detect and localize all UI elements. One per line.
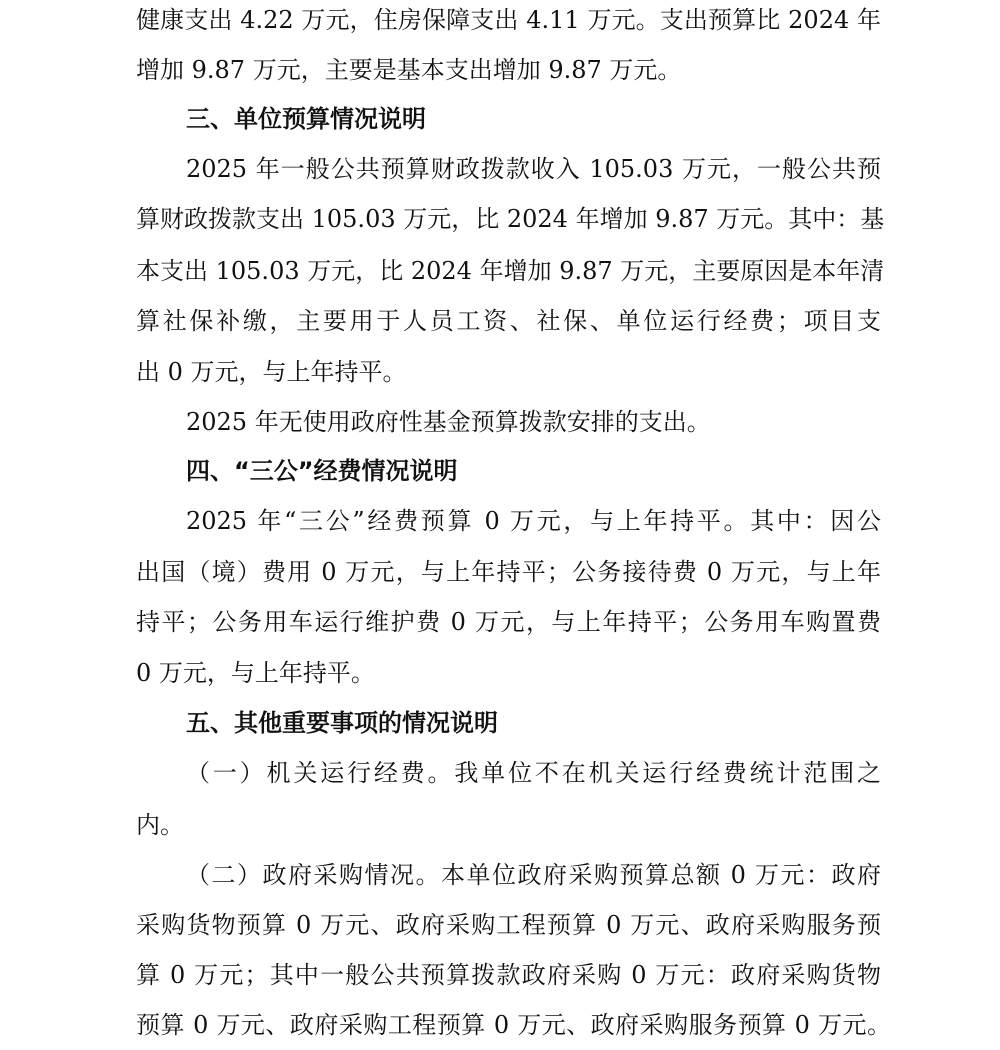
body-line: 本支出 105.03 万元，比 2024 年增加 9.87 万元，主要原因是本年清 (136, 257, 885, 285)
section-heading-3: 三、单位预算情况说明 (186, 105, 426, 133)
body-line: 增加 9.87 万元，主要是基本支出增加 9.87 万元。 (136, 56, 682, 84)
body-line: 内。 (136, 811, 184, 839)
body-line: 出 0 万元，与上年持平。 (136, 358, 407, 386)
body-line: 算财政拨款支出 105.03 万元，比 2024 年增加 9.87 万元。其中：基 (136, 205, 885, 233)
body-line: （一）机关运行经费。我单位不在机关运行经费统计范围之 (186, 759, 881, 787)
body-line: 出国（境）费用 0 万元，与上年持平；公务接待费 0 万元，与上年 (136, 558, 881, 586)
body-line: 2025 年“三公”经费预算 0 万元，与上年持平。其中：因公 (186, 507, 881, 535)
body-line: 采购货物预算 0 万元、政府采购工程预算 0 万元、政府采购服务预 (136, 911, 881, 939)
body-line: 2025 年一般公共预算财政拨款收入 105.03 万元，一般公共预 (186, 155, 881, 183)
body-line: 预算 0 万元、政府采购工程预算 0 万元、政府采购服务预算 0 万元。 (136, 1011, 891, 1039)
body-line: 健康支出 4.22 万元，住房保障支出 4.11 万元。支出预算比 2024 年 (136, 6, 881, 34)
body-line: 持平；公务用车运行维护费 0 万元，与上年持平；公务用车购置费 (136, 608, 881, 636)
body-line: 0 万元，与上年持平。 (136, 659, 375, 687)
body-line: 算 0 万元；其中一般公共预算拨款政府采购 0 万元：政府采购货物 (136, 961, 881, 989)
body-line: 算社保补缴，主要用于人员工资、社保、单位运行经费；项目支 (136, 307, 881, 335)
section-heading-5: 五、其他重要事项的情况说明 (186, 709, 498, 737)
section-heading-4: 四、“三公”经费情况说明 (186, 457, 458, 485)
body-line: （二）政府采购情况。本单位政府采购预算总额 0 万元：政府 (186, 861, 881, 889)
body-line: 2025 年无使用政府性基金预算拨款安排的支出。 (186, 408, 711, 436)
